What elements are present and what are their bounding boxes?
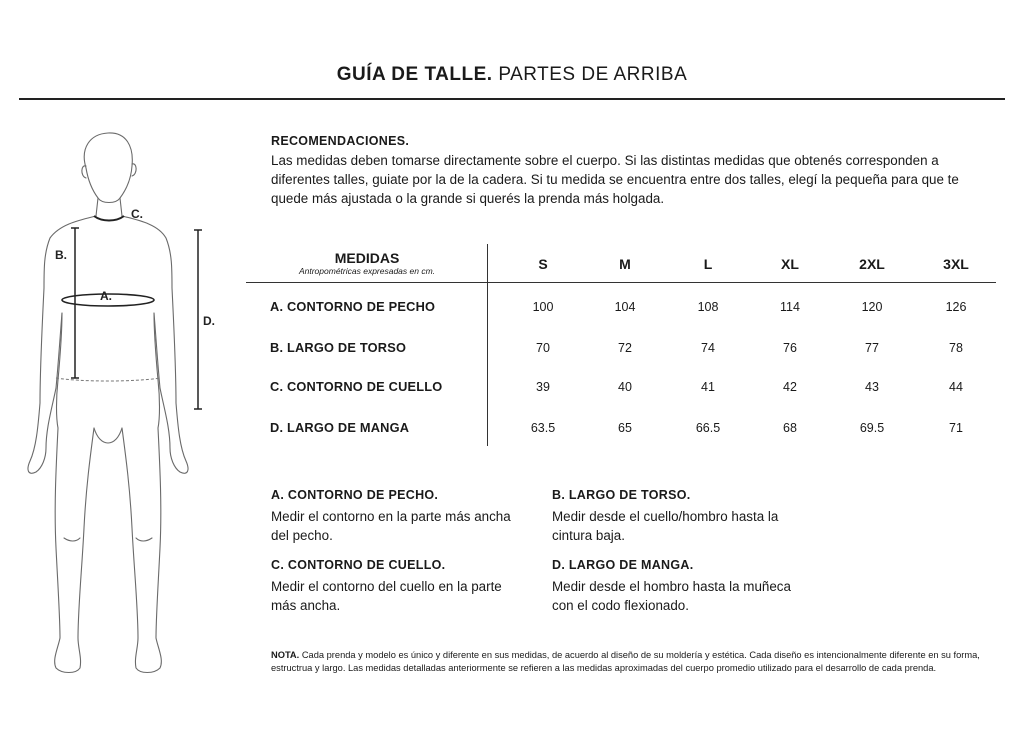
table-cell: 120 bbox=[861, 300, 883, 314]
table-cell: 114 bbox=[780, 300, 800, 314]
page-title bbox=[0, 64, 1024, 86]
description-neck-text: Medir el contorno del cuello en la parte más ancha. bbox=[271, 579, 502, 613]
table-header: MEDIDAS bbox=[334, 250, 400, 266]
label-a: A. bbox=[100, 289, 112, 303]
table-cell: 43 bbox=[865, 380, 879, 394]
title-bold: GUÍA DE TALLE. bbox=[336, 64, 493, 85]
description-chest-text: Medir el contorno en la parte más ancha del pecho. bbox=[271, 509, 511, 543]
description-torso bbox=[552, 486, 802, 545]
size-table bbox=[246, 244, 996, 446]
size-header-l: L bbox=[703, 256, 713, 272]
row-label-torso: B. LARGO DE TORSO bbox=[270, 340, 407, 355]
row-label-chest: A. CONTORNO DE PECHO bbox=[270, 299, 436, 314]
table-cell: 70 bbox=[536, 341, 550, 355]
table-cell: 39 bbox=[536, 380, 550, 394]
description-torso-text: Medir desde el cuello/hombro hasta la cintura baja. bbox=[552, 509, 779, 543]
recommendations-heading: RECOMENDACIONES. bbox=[271, 134, 410, 148]
title-divider bbox=[19, 98, 1005, 100]
label-b: B. bbox=[55, 248, 67, 262]
table-cell: 104 bbox=[614, 300, 636, 314]
note-text: Cada prenda y modelo es único y diferente en sus medidas, de acuerdo al diseño de su moldería y estética. Cada diseño es intencionalmente diferente en su forma, estructrua y largo. Las medidas detalladas anteriormente se refieren a las medidas aproximadas del cuerpo promedio utilizado para el desarrollo de cada prenda. bbox=[271, 650, 980, 673]
description-neck-heading: C. CONTORNO DE CUELLO. bbox=[271, 558, 446, 572]
row-label-sleeve: D. LARGO DE MANGA bbox=[270, 420, 410, 435]
title-rest: PARTES DE ARRIBA bbox=[498, 64, 688, 85]
table-cell: 66.5 bbox=[695, 421, 721, 435]
description-neck bbox=[271, 556, 521, 615]
table-cell: 42 bbox=[783, 380, 797, 394]
size-header-3xl: 3XL bbox=[943, 256, 969, 272]
table-cell: 78 bbox=[949, 341, 963, 355]
table-cell: 74 bbox=[701, 341, 715, 355]
description-sleeve-text: Medir desde el hombro hasta la muñeca con el codo flexionado. bbox=[552, 579, 791, 613]
table-subheader: Antropométricas expresadas en cm. bbox=[298, 266, 436, 276]
label-d: D. bbox=[203, 314, 215, 328]
description-sleeve bbox=[552, 556, 802, 615]
table-cell: 72 bbox=[618, 341, 632, 355]
body-figure-illustration bbox=[20, 128, 240, 688]
table-cell: 108 bbox=[697, 300, 719, 314]
table-cell: 69.5 bbox=[859, 421, 885, 435]
description-chest bbox=[271, 486, 521, 545]
description-sleeve-heading: D. LARGO DE MANGA. bbox=[552, 558, 694, 572]
table-cell: 126 bbox=[945, 300, 967, 314]
table-cell: 71 bbox=[949, 421, 963, 435]
size-header-xl: XL bbox=[781, 256, 799, 272]
row-label-neck: C. CONTORNO DE CUELLO bbox=[270, 379, 443, 394]
table-header-divider bbox=[246, 282, 996, 283]
table-cell: 41 bbox=[701, 380, 715, 394]
description-torso-heading: B. LARGO DE TORSO. bbox=[552, 488, 691, 502]
table-cell: 76 bbox=[783, 341, 797, 355]
label-c: C. bbox=[131, 207, 143, 221]
size-header-2xl: 2XL bbox=[859, 256, 885, 272]
table-cell: 40 bbox=[618, 380, 632, 394]
table-cell: 68 bbox=[783, 421, 797, 435]
recommendations bbox=[271, 132, 996, 208]
note bbox=[271, 649, 1001, 674]
description-chest-heading: A. CONTORNO DE PECHO. bbox=[271, 488, 439, 502]
note-label: NOTA. bbox=[271, 650, 300, 660]
size-header-s: S bbox=[538, 256, 548, 272]
table-cell: 63.5 bbox=[530, 421, 556, 435]
table-cell: 77 bbox=[865, 341, 879, 355]
table-cell: 44 bbox=[949, 380, 963, 394]
recommendations-text: Las medidas deben tomarse directamente sobre el cuerpo. Si las distintas medidas que obtenés corresponden a diferentes talles, guiate por la de la cadera. Si tu medida se encuentra entre dos talles, elegí la pequeña para que te quede más ajustada o la grande si querés la prenda más holgada. bbox=[271, 153, 959, 206]
size-header-m: M bbox=[619, 256, 631, 272]
table-cell: 100 bbox=[532, 300, 554, 314]
table-cell: 65 bbox=[618, 421, 632, 435]
